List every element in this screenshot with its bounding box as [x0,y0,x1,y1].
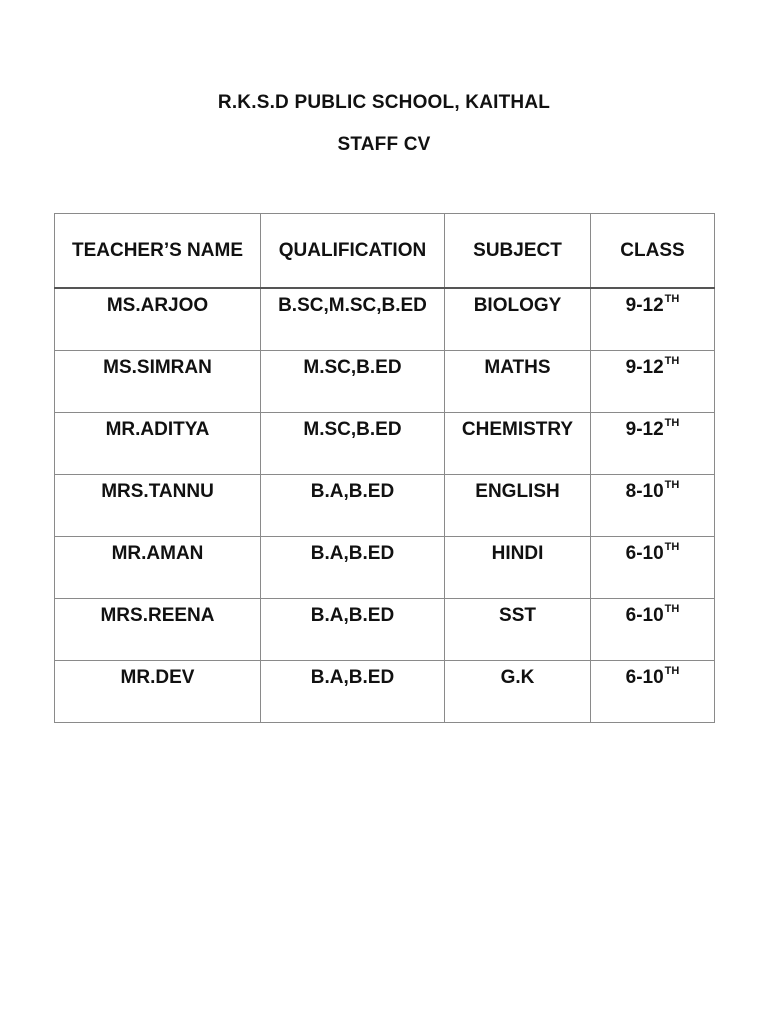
qualification-cell: B.A,B.ED [261,474,445,536]
subject-cell: SST [445,598,591,660]
column-header-subject: SUBJECT [445,214,591,289]
qualification-cell: M.SC,B.ED [261,412,445,474]
class-cell [591,350,715,412]
class-ordinal-suffix: TH [664,540,680,553]
teacher-name-cell: MR.AMAN [55,536,261,598]
qualification-cell: B.SC,M.SC,B.ED [261,288,445,350]
subject-cell: HINDI [445,536,591,598]
table-row [55,536,715,598]
subject-cell: MATHS [445,350,591,412]
qualification-cell: B.A,B.ED [261,660,445,722]
document-title: STAFF CV [337,134,431,155]
class-cell [591,288,715,350]
table-row [55,474,715,536]
class-ordinal-suffix: TH [664,293,680,305]
subject-cell: ENGLISH [445,474,591,536]
class-range: 6-10 [625,666,664,688]
teacher-name-cell: MS.SIMRAN [55,350,261,412]
table-row [55,412,715,474]
table-row [55,660,715,722]
class-range: 6-10 [625,604,664,626]
teacher-name-cell: MR.ADITYA [55,412,261,474]
class-ordinal-suffix: TH [664,664,680,677]
class-ordinal-suffix: TH [664,602,680,615]
class-range: 9-12 [625,418,664,440]
table-row [55,598,715,660]
qualification-cell: M.SC,B.ED [261,350,445,412]
class-cell [591,536,715,598]
class-cell [591,412,715,474]
subject-cell: BIOLOGY [445,288,591,350]
class-ordinal-suffix: TH [664,354,680,367]
subject-cell: CHEMISTRY [445,412,591,474]
class-range: 9-12 [625,295,664,316]
class-range: 8-10 [625,480,664,502]
class-cell [591,474,715,536]
class-ordinal-suffix: TH [664,416,680,429]
school-name-heading: R.K.S.D PUBLIC SCHOOL, KAITHAL [217,92,551,113]
column-header-qualification: QUALIFICATION [261,214,445,289]
table-row [55,350,715,412]
class-range: 6-10 [625,542,664,564]
qualification-cell: B.A,B.ED [261,536,445,598]
table-header-row [55,214,715,289]
teacher-name-cell: MRS.TANNU [55,474,261,536]
teacher-name-cell: MS.ARJOO [55,288,261,350]
class-cell [591,660,715,722]
class-ordinal-suffix: TH [664,478,680,491]
teacher-name-cell: MRS.REENA [55,598,261,660]
column-header-class: CLASS [591,214,715,289]
subject-cell: G.K [445,660,591,722]
column-header-name: TEACHER’S NAME [55,214,261,289]
table-row [55,288,715,350]
class-range: 9-12 [625,356,664,378]
qualification-cell: B.A,B.ED [261,598,445,660]
class-cell [591,598,715,660]
staff-table [54,213,715,723]
teacher-name-cell: MR.DEV [55,660,261,722]
